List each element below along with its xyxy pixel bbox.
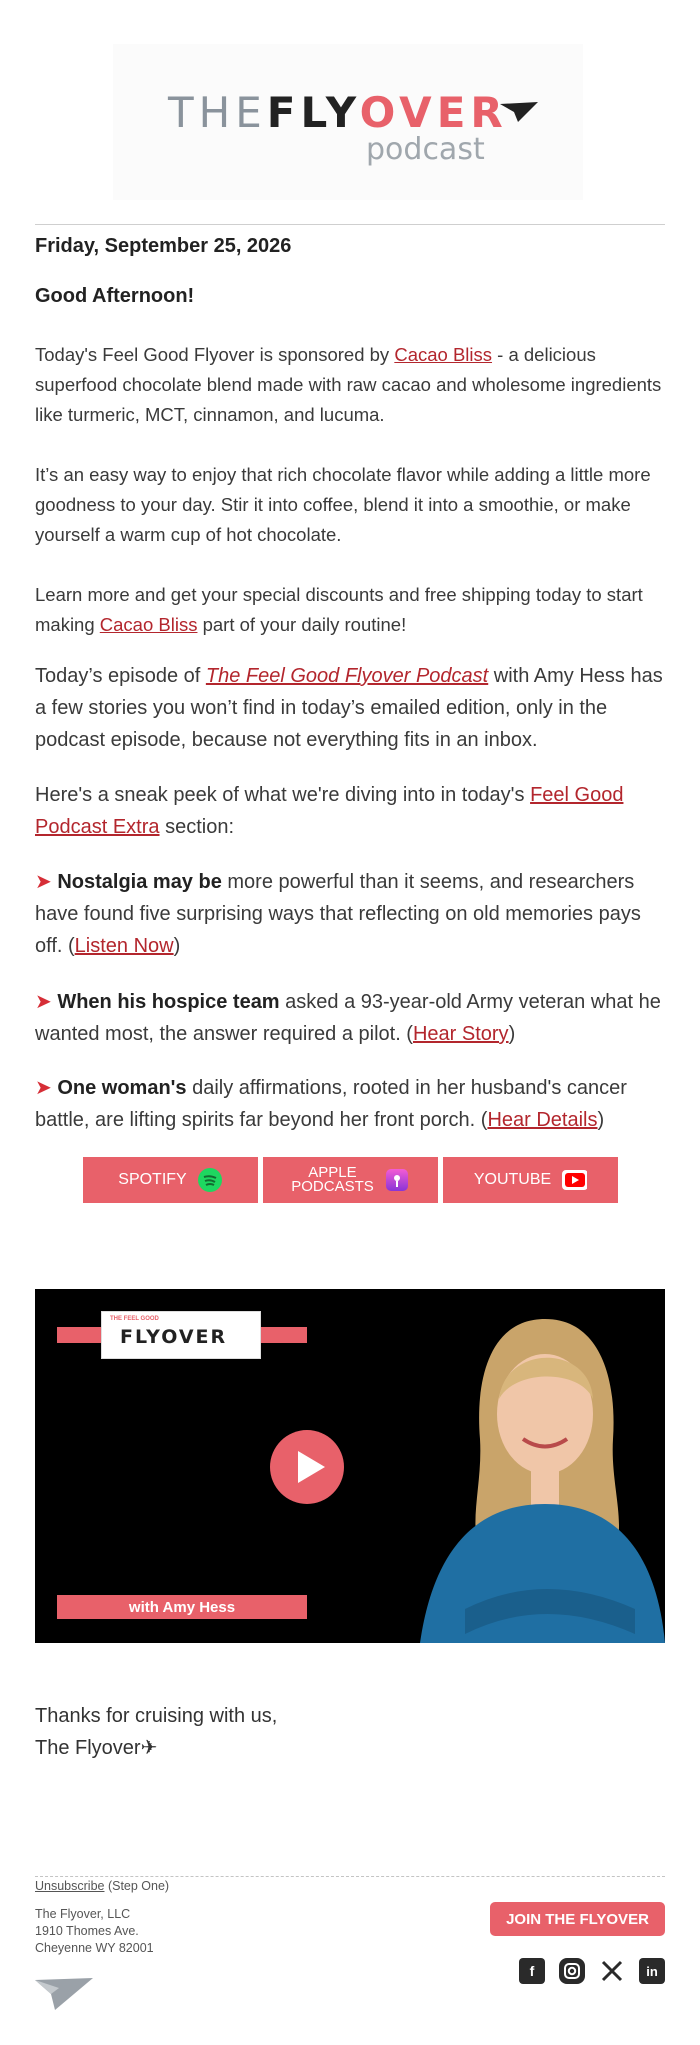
spotify-button[interactable]: SPOTIFY	[83, 1157, 258, 1203]
unsubscribe-link[interactable]: Unsubscribe	[35, 1879, 105, 1893]
hear-story-link[interactable]: Hear Story	[412, 1023, 509, 1045]
arrow-icon: ➤	[35, 1077, 52, 1099]
logo-podcast: podcast	[366, 132, 485, 167]
x-icon[interactable]	[599, 1958, 625, 1984]
logo-over: OVER	[359, 88, 508, 137]
sponsor-paragraph-1: Today's Feel Good Flyover is sponsored by Cacao Bliss - a delicious superfood chocolate blend made with raw cacao and wholesome ingredients like turmeric, MCT, cinnamon, and lucuma.	[35, 344, 662, 425]
cacao-bliss-link-2[interactable]: Cacao Bliss	[99, 614, 198, 635]
linkedin-icon[interactable]: in	[639, 1958, 665, 1984]
hear-details-link[interactable]: Hear Details	[487, 1109, 598, 1131]
presenter-photo	[395, 1289, 665, 1643]
join-button[interactable]: JOIN THE FLYOVER	[490, 1902, 665, 1936]
facebook-icon[interactable]: f	[519, 1958, 545, 1984]
arrow-icon: ➤	[35, 991, 52, 1013]
episode-paragraph: Today’s episode of The Feel Good Flyover Podcast with Amy Hess has a few stories you won’t find in today’s emailed edition, only in the podcast episode, because not everything fits in an inbox.	[35, 665, 663, 751]
listen-now-link[interactable]: Listen Now	[74, 935, 174, 957]
podcast-extra-link[interactable]: Feel Good Podcast Extra	[35, 784, 624, 838]
youtube-button[interactable]: YOUTUBE	[443, 1157, 618, 1203]
youtube-icon	[561, 1167, 587, 1193]
story-item: ➤ When his hospice team asked a 93-year-old Army veteran what he wanted most, the answer required a pilot. (Hear Story)	[35, 991, 661, 1045]
unsubscribe-line: Unsubscribe (Step One)	[35, 1879, 170, 1893]
paper-plane-icon	[500, 102, 538, 124]
logo-fly: FLY	[266, 88, 360, 137]
paper-plane-logo-icon	[35, 1978, 93, 2012]
video-thumbnail[interactable]	[35, 1289, 665, 1643]
play-icon[interactable]	[269, 1429, 345, 1505]
company-address: The Flyover, LLC 1910 Thomes Ave. Cheyenne WY 82001	[35, 1907, 154, 1955]
podcast-link[interactable]: The Feel Good Flyover Podcast	[205, 665, 489, 687]
video-logo-card: THE FEEL GOOD FLYOVER	[101, 1311, 261, 1359]
story-item: ➤ One woman's daily affirmations, rooted in her husband's cancer battle, are lifting spirits far beyond her front porch. (Hear Details)	[35, 1077, 627, 1131]
spotify-icon	[197, 1167, 223, 1193]
apple-podcasts-icon	[384, 1167, 410, 1193]
video-caption: with Amy Hess	[57, 1595, 307, 1619]
apple-podcasts-button[interactable]: APPLE PODCASTS	[263, 1157, 438, 1203]
arrow-icon: ➤	[35, 871, 52, 893]
flyover-logo	[168, 88, 508, 137]
sneak-peek-paragraph: Here's a sneak peek of what we're diving into in today's Feel Good Podcast Extra section:	[35, 784, 624, 838]
issue-date: Friday, September 25, 2026	[35, 235, 292, 257]
footer-divider	[35, 1876, 665, 1877]
divider	[35, 224, 665, 225]
story-item: ➤ Nostalgia may be more powerful than it seems, and researchers have found five surprising ways that reflecting on old memories pays off. (Listen Now)	[35, 871, 641, 957]
sponsor-paragraph-2: It’s an easy way to enjoy that rich chocolate flavor while adding a little more goodness to your day. Stir it into coffee, blend it into a smoothie, or make yourself a warm cup of hot chocolate.	[35, 464, 651, 545]
sponsor-paragraph-3: Learn more and get your special discounts and free shipping today to start making Cacao Bliss part of your daily routine!	[35, 584, 643, 635]
greeting: Good Afternoon!	[35, 285, 195, 307]
signoff: Thanks for cruising with us, The Flyover✈	[35, 1705, 278, 1759]
instagram-icon[interactable]	[559, 1958, 585, 1984]
cacao-bliss-link[interactable]: Cacao Bliss	[394, 344, 493, 365]
logo-the: THE	[168, 88, 267, 137]
